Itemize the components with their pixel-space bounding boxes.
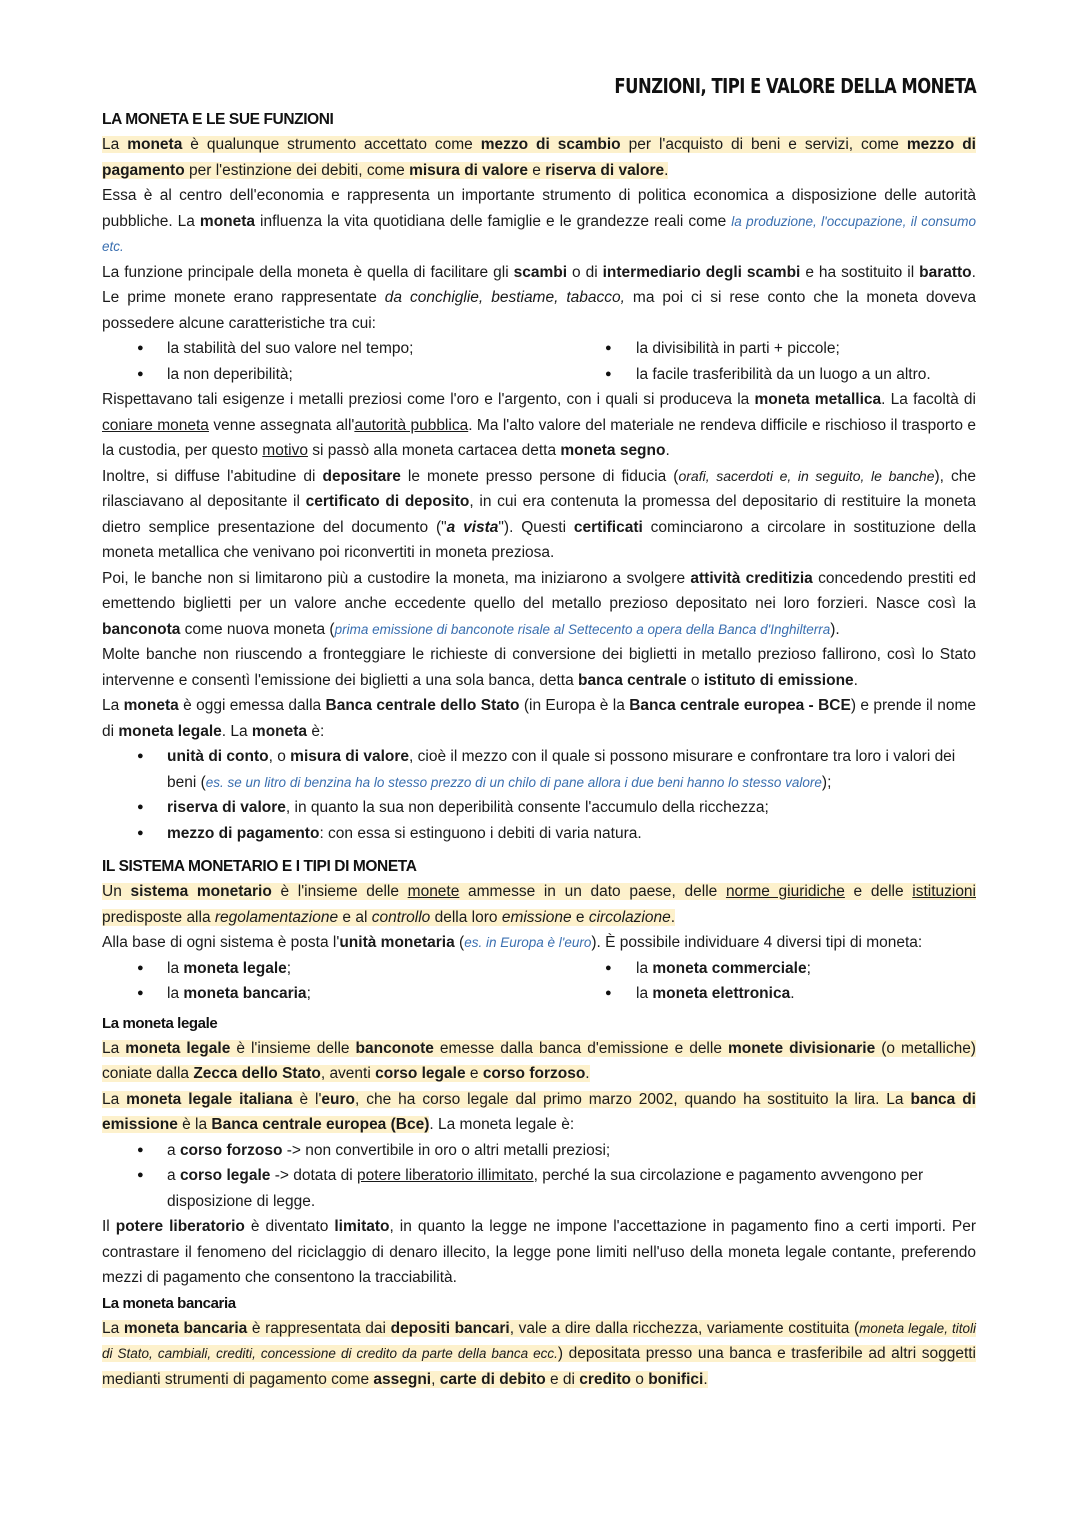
paragraph-definition [102,132,976,183]
paragraph-metallic: Rispettavano tali esigenze i metalli preziosi come l'oro e l'argento, con i quali si produceva la moneta metallica. La facoltà di coniare moneta venne assegnata all'autorità pubblica. Ma l'alto valore del materiale ne rendeva difficile e rischioso il trasporto e la custodia, per questo motivo si passò alla moneta cartacea detta moneta segno. [102,391,977,459]
list-item: ● mezzo di pagamento: con essa si estinguono i debiti di varia natura. [102,821,976,847]
paragraph-legal-money: La moneta è oggi emessa dalla Banca centrale dello Stato (in Europa è la Banca centrale europea - BCE) e prende il nome di moneta legale. La moneta è: [102,697,976,740]
paragraph-euro: La moneta legale italiana è l'euro, che ha corso legale dal primo marzo 2002, quando ha sostituito la lira. La banca di emissione è la Banca centrale europea (Bce). La moneta legale è: [102,1090,976,1133]
paragraph-legal-definition [102,1036,976,1087]
list-item: ● la moneta commerciale; [571,956,976,982]
paragraph-deposit: Inoltre, si diffuse l'abitudine di depositare le monete presso persone di fiducia (orafi, sacerdoti e, in seguito, le banche), che rilasciavano al depositante il certificato di deposito, in cui era contenuta la promessa del depositario di restituire la moneta dietro semplice presentazione del documento ("a vista"). Questi certificati cominciarono a circolare in sostituzione della moneta metallica che venivano poi riconvertiti in moneta preziosa. [102,467,977,561]
list-item: ● la non deperibilità; [102,362,571,388]
paragraph-bank-money [102,1316,976,1393]
paragraph-banknote: Poi, le banche non si limitarono più a custodire la moneta, ma iniziarono a svolgere attività creditizia concedendo prestiti ed emettendo biglietti per un valore anche eccedente quello del metallo prezioso depositato nei loro forzieri. Nasce così la banconota come nuova moneta (prima emissione di banconote risale al Settecento a opera della Banca d'Inghilterra). [102,569,976,638]
list-item: ● la stabilità del suo valore nel tempo; [102,336,571,362]
list-item: ● a corso legale -> dotata di potere liberatorio illimitato, perché la sua circolazione e pagamento avvengono per disposizione di legge. [102,1163,976,1214]
list-item: ● la divisibilità in parti + piccole; [571,336,976,362]
roles-list [102,744,976,846]
paragraph-central-bank: Molte banche non riuscendo a fronteggiare le richieste di conversione dei biglietti in metallo prezioso fallirono, così lo Stato intervenne e consentì l'emissione dei biglietti a una sola banca, detta banca centrale o istituto di emissione. [102,646,976,689]
paragraph-unit: Alla base di ogni sistema è posta l'unità monetaria (es. in Europa è l'euro). È possibile individuare 4 diversi tipi di moneta: [102,934,923,951]
subheading-moneta-bancaria: La moneta bancaria [102,1294,236,1312]
highlighted-text: La moneta bancaria è rappresentata dai depositi bancari, vale a dire dalla ricchezza, variamente costituita (moneta legale, titoli di Stato, cambiali, crediti, concessione di credito da parte della banca ecc.) depositata presso una banca e trasferibile ad altri soggetti medianti strumenti di pagamento come assegni, carte di debito e di credito o bonifici. [102,1319,976,1388]
legal-money-list [102,1138,976,1215]
paragraph-system [102,879,976,930]
money-types-list [102,956,976,1007]
highlighted-text: La moneta è qualunque strumento accettato come mezzo di scambio per l'acquisto di beni e servizi, come mezzo di pagamento per l'estinzione dei debiti, come misura di valore e riserva di valore. [102,136,976,179]
list-item: ● la facile trasferibilità da un luogo a un altro. [571,362,976,388]
list-item: ● la moneta legale; [102,956,571,982]
section-heading-funzioni: LA MONETA E LE SUE FUNZIONI [102,111,334,128]
section-heading-sistema: IL SISTEMA MONETARIO E I TIPI DI MONETA [102,858,417,875]
document-body [102,107,976,1392]
example-note: es. in Europa è l'euro [464,935,592,950]
paragraph-liberatory-power: Il potere liberatorio è diventato limitato, in quanto la legge ne impone l'accettazione in pagamento fino a certi importi. Per contrastare il fenomeno del riciclaggio di denaro illecito, la legge pone limiti nell'uso della moneta legale contante, preferendo mezzi di pagamento che consentono la tracciabilità. [102,1218,976,1286]
subheading-moneta-legale: La moneta legale [102,1014,218,1032]
example-note: prima emissione di banconote risale al Settecento a opera della Banca d'Inghilterra [334,621,831,637]
highlighted-text: La moneta legale è l'insieme delle banconote emesse dalla banca d'emissione e delle monete divisionarie (o metalliche) coniate dalla Zecca dello Stato, aventi corso legale e corso forzoso. [102,1039,976,1082]
list-item: ● la moneta elettronica. [571,981,976,1007]
highlighted-text: La moneta legale italiana è l'euro, che ha corso legale dal primo marzo 2002, quando ha sostituito la lira. La banca di emissione è la Banca centrale europea (Bce) [102,1090,976,1133]
feature-list [102,336,976,387]
highlighted-text: Un sistema monetario è l'insieme delle monete ammesse in un dato paese, delle norme giuridiche e delle istituzioni predisposte alla regolamentazione e al controllo della loro emissione e circolazione. [102,883,976,926]
list-item: ● unità di conto, o misura di valore, cioè il mezzo con il quale si possono misurare e confrontare tra loro i valori dei beni (es. se un litro di benzina ha lo stesso prezzo di un chilo di pane allora i due beni hanno lo stesso valore); [102,744,976,795]
paragraph-function: La funzione principale della moneta è quella di facilitare gli scambi o di intermediario degli scambi e ha sostituito il baratto. Le prime monete erano rappresentate da conchiglie, bestiame, tabacco, ma poi ci si rese conto che la moneta doveva possedere alcune caratteristiche tra cui: [102,263,976,332]
example-note: la produzione, l'occupazione, il consumo etc. [102,213,976,254]
example-note: es. se un litro di benzina ha lo stesso prezzo di un chilo di pane allora i due beni hanno lo stesso valore [205,774,822,790]
list-item: ● riserva di valore, in quanto la sua non deperibilità consente l'accumulo della ricchezza; [102,795,976,821]
list-item: ● a corso forzoso -> non convertibile in oro o altri metalli preziosi; [102,1138,976,1164]
paragraph-economy: Essa è al centro dell'economia e rappresenta un importante strumento di politica economica a disposizione delle autorità pubbliche. La moneta influenza la vita quotidiana delle famiglie e le grandezze reali come la produzione, l'occupazione, il consumo etc. [102,187,976,254]
page-title: FUNZIONI, TIPI E VALORE DELLA MONETA [614,74,976,98]
list-item: ● la moneta bancaria; [102,981,571,1007]
